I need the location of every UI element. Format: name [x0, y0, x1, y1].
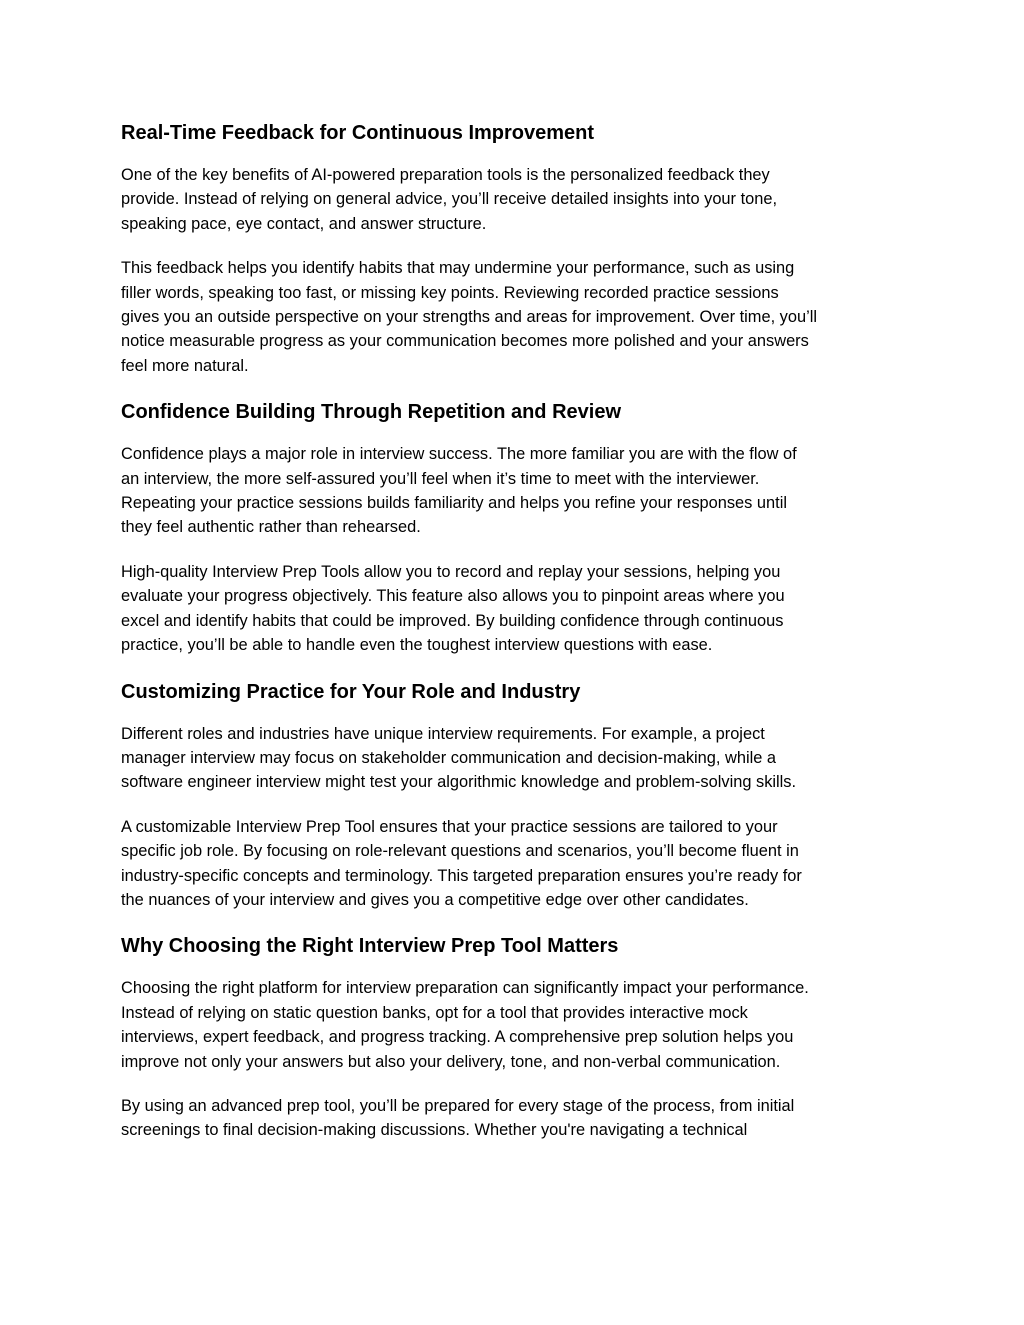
paragraph — [121, 815, 911, 913]
text-line: This feedback helps you identify habits that may undermine your performance, such as using — [121, 259, 795, 278]
text-line: specific job role. By focusing on role-relevant questions and scenarios, you’ll become fluent in — [121, 842, 799, 861]
text-line: excel and identify habits that could be improved. By building confidence through continuous — [121, 611, 784, 630]
text-line: By using an advanced prep tool, you’ll be prepared for every stage of the process, from initial — [121, 1096, 795, 1115]
paragraph — [121, 1094, 911, 1143]
text-line: Different roles and industries have unique interview requirements. For example, a project — [121, 724, 765, 743]
text-line: an interview, the more self-assured you’ll feel when it’s time to meet with the interviewer. — [121, 469, 760, 488]
section-heading: Real-Time Feedback for Continuous Improvement — [121, 122, 595, 144]
paragraph — [121, 163, 911, 236]
text-line: improve not only your answers but also your delivery, tone, and non-verbal communication. — [121, 1052, 781, 1071]
text-line: the nuances of your interview and gives you a competitive edge over other candidates. — [121, 890, 749, 909]
paragraph — [121, 722, 911, 795]
paragraph — [121, 976, 911, 1074]
text-line: screenings to final decision-making discussions. Whether you're navigating a technical — [121, 1121, 748, 1140]
text-line: provide. Instead of relying on general advice, you’ll receive detailed insights into your tone, — [121, 190, 778, 209]
text-line: practice, you’ll be able to handle even the toughest interview questions with ease. — [121, 636, 713, 655]
section-heading: Customizing Practice for Your Role and Industry — [121, 680, 581, 703]
paragraph — [121, 256, 911, 378]
section-heading: Confidence Building Through Repetition and Review — [121, 401, 621, 424]
text-line: notice measurable progress as your communication becomes more polished and your answers — [121, 332, 809, 351]
paragraph — [121, 560, 911, 658]
text-line: evaluate your progress objectively. This feature also allows you to pinpoint areas where you — [121, 587, 785, 606]
section-confidence-building — [121, 396, 911, 657]
text-line: A customizable Interview Prep Tool ensures that your practice sessions are tailored to your — [121, 817, 778, 836]
text-line: feel more natural. — [121, 356, 249, 375]
text-line: manager interview may focus on stakeholder communication and decision-making, while a — [121, 748, 777, 767]
text-line: industry-specific concepts and terminology. This targeted preparation ensures you’re ready for — [121, 866, 802, 885]
text-line: Choosing the right platform for interview preparation can significantly impact your performance. — [121, 979, 809, 998]
text-line: gives you an outside perspective on your strengths and areas for improvement. Over time, you’ll — [121, 308, 818, 327]
text-line: they feel authentic rather than rehearsed. — [121, 518, 421, 537]
text-line: Confidence plays a major role in interview success. The more familiar you are with the flow of — [121, 445, 797, 464]
section-heading: Why Choosing the Right Interview Prep Tool Matters — [121, 935, 619, 958]
text-line: speaking pace, eye contact, and answer structure. — [121, 214, 487, 233]
text-line: One of the key benefits of AI-powered preparation tools is the personalized feedback they — [121, 166, 770, 184]
text-line: High-quality Interview Prep Tools allow you to record and replay your sessions, helping you — [121, 562, 781, 581]
text-line: interviews, expert feedback, and progress tracking. A comprehensive prep solution helps you — [121, 1028, 794, 1047]
text-line: filler words, speaking too fast, or missing key points. Reviewing recorded practice sessions — [121, 283, 779, 302]
section-real-time-feedback — [121, 117, 911, 378]
paragraph — [121, 442, 911, 540]
text-line: software engineer interview might test your algorithmic knowledge and problem-solving skills. — [121, 773, 797, 792]
section-choosing-right-tool — [121, 930, 911, 1142]
document-body — [121, 117, 911, 1161]
text-line: Repeating your practice sessions builds familiarity and helps you refine your responses until — [121, 494, 787, 513]
text-line: Instead of relying on static question banks, opt for a tool that provides interactive mock — [121, 1003, 748, 1022]
section-customizing-practice — [121, 676, 911, 913]
